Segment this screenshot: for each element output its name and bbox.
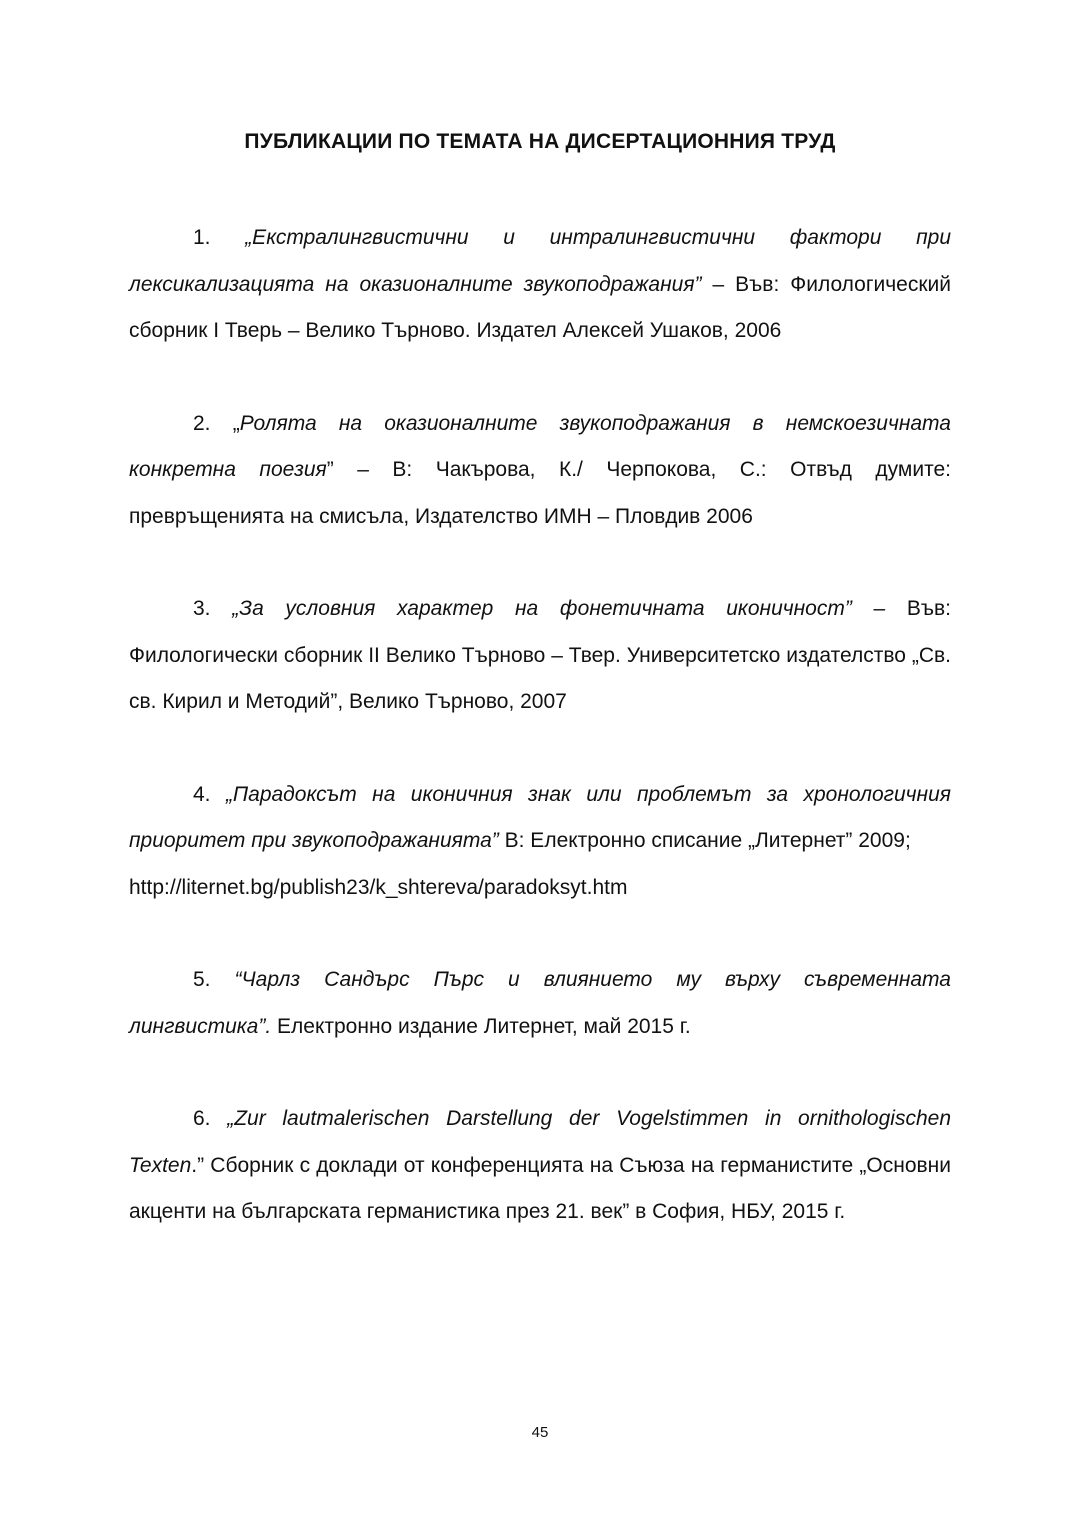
publication-list <box>129 215 951 1236</box>
page-number: 45 <box>531 1424 549 1441</box>
publication-item <box>129 586 951 726</box>
publication-item <box>129 215 951 355</box>
publication-title: „Zur lautmalerischen Darstellung der Vogelstimmen in ornithologischen Texten <box>129 1107 951 1177</box>
publication-details: – Във: Филологический сборник I Тверь – Велико Търново. Издател Алексей Ушаков, 2006 <box>129 272 951 342</box>
publication-item <box>129 957 951 1050</box>
publication-title: „Парадоксът на иконичния знак или проблемът за хронологичния приоритет при звукоподражанията” <box>129 782 951 852</box>
item-number: 6. <box>193 1107 211 1130</box>
item-number: 4. <box>193 782 211 806</box>
item-number: 3. <box>193 597 211 620</box>
publication-title: “Чарлз Сандърс Пърс и влиянието му върху съвременната лингвистика”. <box>129 968 951 1038</box>
publication-title: Ролята на оказионалните звукоподражания в немскоезичната конкретна поезия <box>129 411 951 481</box>
publication-details: Електронно издание Литернет, май 2015 г. <box>271 1014 691 1038</box>
publication-item <box>129 401 951 541</box>
item-number: 2. <box>193 411 211 435</box>
publication-title: „За условния характер на фонетичната иконичност” <box>232 597 852 620</box>
publication-details: .” Сборник с доклади от конференцията на Съюза на германистите „Основни акценти на българската германистика през 21. век” в София, НБУ, 2015 г. <box>129 1153 951 1223</box>
page-title: ПУБЛИКАЦИИ ПО ТЕМАТА НА ДИСЕРТАЦИОННИЯ ТРУД <box>244 130 836 153</box>
publication-details: ” – В: Чакърова, К./ Черпокова, С.: Отвъд думите: превръщенията на смисъла, Издателство ИМН – Пловдив 2006 <box>129 458 951 528</box>
publication-title: „Екстралингвистични и интралингвистични фактори при лексикализацията на оказионалните звукоподражания” <box>129 226 951 296</box>
publication-details: – Във: Филологически сборник II Велико Търново – Твер. Университетско издателство „Св. св. Кирил и Методий”, Велико Търново, 2007 <box>129 597 951 713</box>
publication-item <box>129 1096 951 1236</box>
publication-details: В: Електронно списание „Литернет” 2009; <box>498 829 911 852</box>
open-quote: „ <box>232 411 240 435</box>
publication-url: http://liternet.bg/publish23/k_shtereva/paradoksyt.htm <box>129 875 628 899</box>
item-number: 1. <box>193 226 211 249</box>
item-number: 5. <box>193 968 211 991</box>
publication-item <box>129 772 951 912</box>
